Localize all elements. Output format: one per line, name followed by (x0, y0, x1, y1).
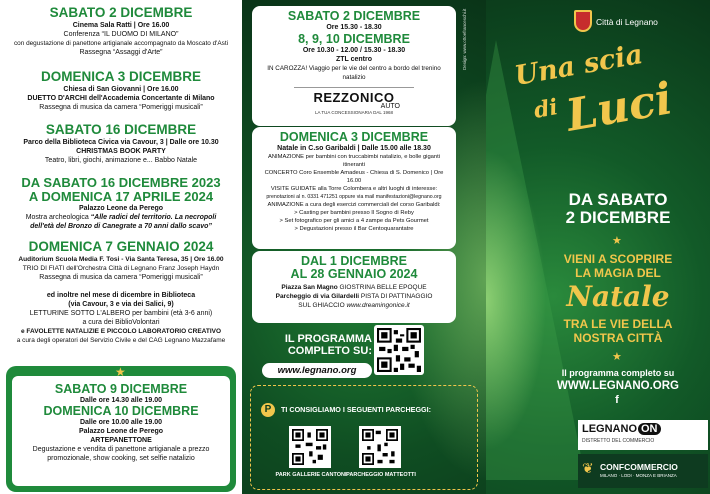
event-exhibition (0, 176, 242, 231)
event-dec3 (0, 70, 242, 112)
parking-icon: P (261, 403, 275, 417)
qr-icon (377, 328, 421, 372)
tagline-2: LA MAGIA DEL (575, 266, 661, 280)
event-time: Dalle ore 14.30 alle 19.00 (79, 397, 163, 405)
library-event2: e FAVOLETTE NATALIZIE E PICCOLO LABORATORIO CREATIVO (20, 328, 222, 335)
library-intro: ed inoltre nel mese di dicembre in Biblioteca (46, 292, 196, 299)
website-link[interactable]: WWW.LEGNANO.ORG (556, 380, 679, 392)
program-url-link[interactable]: www.legnano.org (262, 363, 372, 378)
event-series: Rassegna di musica da camera “Pomeriggi musicali” (39, 274, 203, 282)
event-line: ANIMAZIONE per bambini con truccabimbi natalizio, e bolle giganti itineranti (267, 154, 441, 169)
start-label: DA SABATO (568, 190, 668, 209)
event-date-end: A DOMENICA 17 APRILE 2024 (28, 188, 214, 204)
event-desc2: promozionale, show cooking, set selfie natalizio (47, 455, 195, 463)
brand-name: LEGNANO (582, 423, 637, 435)
artepanettone-box (12, 376, 230, 486)
event-time2: Dalle ore 10.00 alle 19.00 (79, 419, 163, 427)
venue: Piazza San Magno (281, 284, 338, 292)
star-icon: ★ (115, 365, 126, 379)
confcommercio-logo (578, 454, 708, 488)
library-event2-by: a cura degli operatori del Servizio Civile e del CAG Legnano Mazzafame (16, 337, 226, 344)
title-line2: di (531, 94, 560, 124)
natale-script: Natale (566, 280, 670, 313)
qr-icon (362, 429, 398, 465)
event-date: DOMENICA 3 DICEMBRE (40, 69, 201, 84)
event-line: ANIMAZIONE a cura degli esercizi commerciali del corso Garibaldi: (267, 202, 441, 209)
event-date-start: DA SABATO 16 DICEMBRE 2023 (21, 175, 221, 190)
eagle-icon: ❦ (582, 460, 594, 476)
title-line1: Una scia (512, 38, 646, 93)
brand-on: ON (638, 423, 661, 435)
event-dec2 (0, 6, 242, 57)
event-venue: Auditorium Scuola Media F. Tosi - Via Santa Teresa, 35 | Ore 16.00 (18, 256, 224, 264)
venue: Parcheggio di via Gilardelli (275, 293, 360, 301)
library-events (0, 291, 242, 345)
event-series: Rassegna di musica da camera “Pomeriggi musicali” (39, 104, 203, 112)
event-date: SABATO 16 DICEMBRE (45, 122, 197, 137)
garibaldi-box (252, 127, 456, 249)
facebook-icon[interactable]: f (615, 394, 619, 406)
parking-qr-1[interactable] (289, 426, 331, 468)
rezzonico-logo (294, 87, 414, 115)
event-title: ARTEPANETTONE (90, 437, 152, 445)
event-title: TRIO DI FIATI dell'Orchestra Città di Legnano Franz Joseph Haydn (22, 265, 220, 273)
attraction: SUL GHIACCIO (298, 302, 345, 310)
program-callout (262, 333, 372, 378)
event-line: CONCERTO Coro Ensemble Amadeus - Chiesa di S. Domenico | Ore 16.00 (264, 170, 444, 185)
event-venue: Palazzo Leone de Perego (78, 428, 164, 436)
program-note: Il programma completo su (561, 368, 675, 378)
event-jan7 (0, 240, 242, 282)
trenino-box (252, 6, 456, 126)
event-date2: AL 28 GENNAIO 2024 (290, 267, 418, 282)
event-title: CHRISTMAS BOOK PARTY (76, 148, 166, 156)
event-line: prenotazioni al n. 0331 471251 oppure via mail manifestazioni@legnano.org (266, 194, 442, 201)
tagline-3: TRA LE VIE DELLA (563, 317, 673, 331)
brand2-name: CONFCOMMERCIO (600, 462, 678, 472)
attraction: PISTA DI PATTINAGGIO (360, 293, 433, 301)
event-date2: 8, 9, 10 DICEMBRE (298, 32, 410, 47)
pattinaggio-box (252, 251, 456, 323)
city-name: Città di Legnano (596, 17, 658, 27)
design-credit: Design: www.ottoefranceschi.it (462, 8, 467, 70)
logo-sub: AUTO (380, 103, 400, 111)
event-title: DUETTO D'ARCHI dell'Accademia Concertante di Milano (27, 95, 215, 103)
exhibition-type: Mostra archeologica (25, 214, 91, 222)
parking-title: TI CONSIGLIAMO I SEGUENTI PARCHEGGI: (281, 405, 432, 414)
program-label2: COMPLETO SU: (287, 345, 372, 357)
event-desc: con degustazione di panettone artigianale accompagnato da Moscato d'Asti (13, 40, 229, 48)
event-date: DAL 1 DICEMBRE (300, 254, 408, 268)
event-line: > Casting per bambini presso Il Sogno di Reby (294, 210, 414, 217)
event-date: DOMENICA 7 GENNAIO 2024 (28, 239, 214, 254)
parking-name-2: PARCHEGGIO MATTEOTTI (346, 472, 416, 478)
qr-icon (292, 429, 328, 465)
attraction: GIOSTRINA BELLE EPOQUE (339, 284, 427, 292)
star-icon: ★ (612, 351, 622, 363)
event-venue: ZTL centro (335, 56, 373, 64)
title-line3: Luci (562, 73, 677, 142)
logo-name: REZZONICO (313, 90, 395, 106)
event-venue: Cinema Sala Ratti | Ore 16.00 (72, 22, 170, 30)
event-date: SABATO 9 DICEMBRE (54, 382, 188, 396)
event-title (0, 213, 242, 222)
logo-tagline: LA TUA CONCESSIONARIA DAL 1968 (314, 110, 394, 116)
attraction-link[interactable]: www.dreamingonice.it (346, 302, 410, 310)
event-line: > Degustazioni presso il Bar Centoquarantatre (294, 226, 414, 233)
event-title: Conferenza “IL DUOMO DI MILANO” (63, 31, 179, 39)
event-time2: Ore 10.30 - 12.00 / 15.30 - 18.30 (302, 47, 406, 55)
tagline-4: NOSTRA CITTÀ (573, 331, 663, 345)
star-icon: ★ (612, 235, 622, 247)
exhibition-name: “Alle radici del territorio. La necropoli (90, 214, 217, 222)
event-desc: Degustazione e vendita di panettone artigianale a prezzo (32, 446, 210, 454)
event-time: Ore 15.30 - 18.30 (326, 24, 382, 32)
parking-qr-2[interactable] (359, 426, 401, 468)
library-address: (via Cavour, 3 e via dei Salici, 9) (68, 301, 174, 308)
legnano-on-logo (578, 420, 708, 450)
start-date: 2 DICEMBRE (565, 208, 671, 227)
event-line: VISITE GUIDATE alla Torre Colombera e altri luoghi di interesse: (270, 186, 438, 193)
event-date: SABATO 2 DICEMBRE (287, 9, 421, 23)
event-desc: Teatro, libri, giochi, animazione e... Babbo Natale (44, 157, 198, 165)
brand2-sub: MILANO · LODI · MONZA E BRIANZA (600, 473, 677, 478)
artepanettone-frame (6, 366, 236, 492)
left-panel (0, 0, 242, 494)
event-venue: Parco della Biblioteca Civica via Cavour, 3 | Dalle ore 10.30 (23, 139, 219, 147)
parking-name-1: PARK GALLERIE CANTONI (275, 472, 347, 478)
event-series: Rassegna “Assaggi d'Arte” (79, 49, 163, 57)
program-label: IL PROGRAMMA (284, 333, 372, 345)
event-date: SABATO 2 DICEMBRE (49, 5, 193, 20)
event-venue: Natale in C.so Garibaldi | Dalle 15.00 alle 18.30 (277, 145, 431, 153)
middle-panel (242, 0, 486, 494)
brand-sub: DISTRETTO DEL COMMERCIO (582, 438, 655, 444)
library-event1: LETTURINE SOTTO L'ALBERO per bambini (età 3-6 anni) (29, 310, 213, 317)
event-desc: IN CAROZZA! Viaggio per le vie del centro a bordo del trenino natalizio (267, 65, 441, 82)
library-event1-by: a cura dei BiblioVolontari (82, 319, 160, 326)
event-venue: Chiesa di San Giovanni | Ore 16.00 (63, 86, 179, 94)
event-dec16 (0, 123, 242, 165)
event-venue: Palazzo Leone da Perego (78, 205, 164, 213)
event-date2: DOMENICA 10 DICEMBRE (43, 404, 199, 419)
event-title-cont: dell'età del Bronzo di Canegrate a 70 anni dallo scavo” (30, 223, 212, 231)
right-panel (486, 0, 710, 494)
event-date: DOMENICA 3 DICEMBRE (279, 130, 429, 144)
event-line: > Set fotografico per gli amici a 4 zampe da Pets Gourmet (279, 218, 429, 225)
program-qr-code[interactable] (374, 325, 424, 375)
city-crest-icon (574, 10, 592, 32)
parking-section (250, 385, 478, 490)
tagline-1: VIENI A SCOPRIRE (563, 252, 673, 266)
